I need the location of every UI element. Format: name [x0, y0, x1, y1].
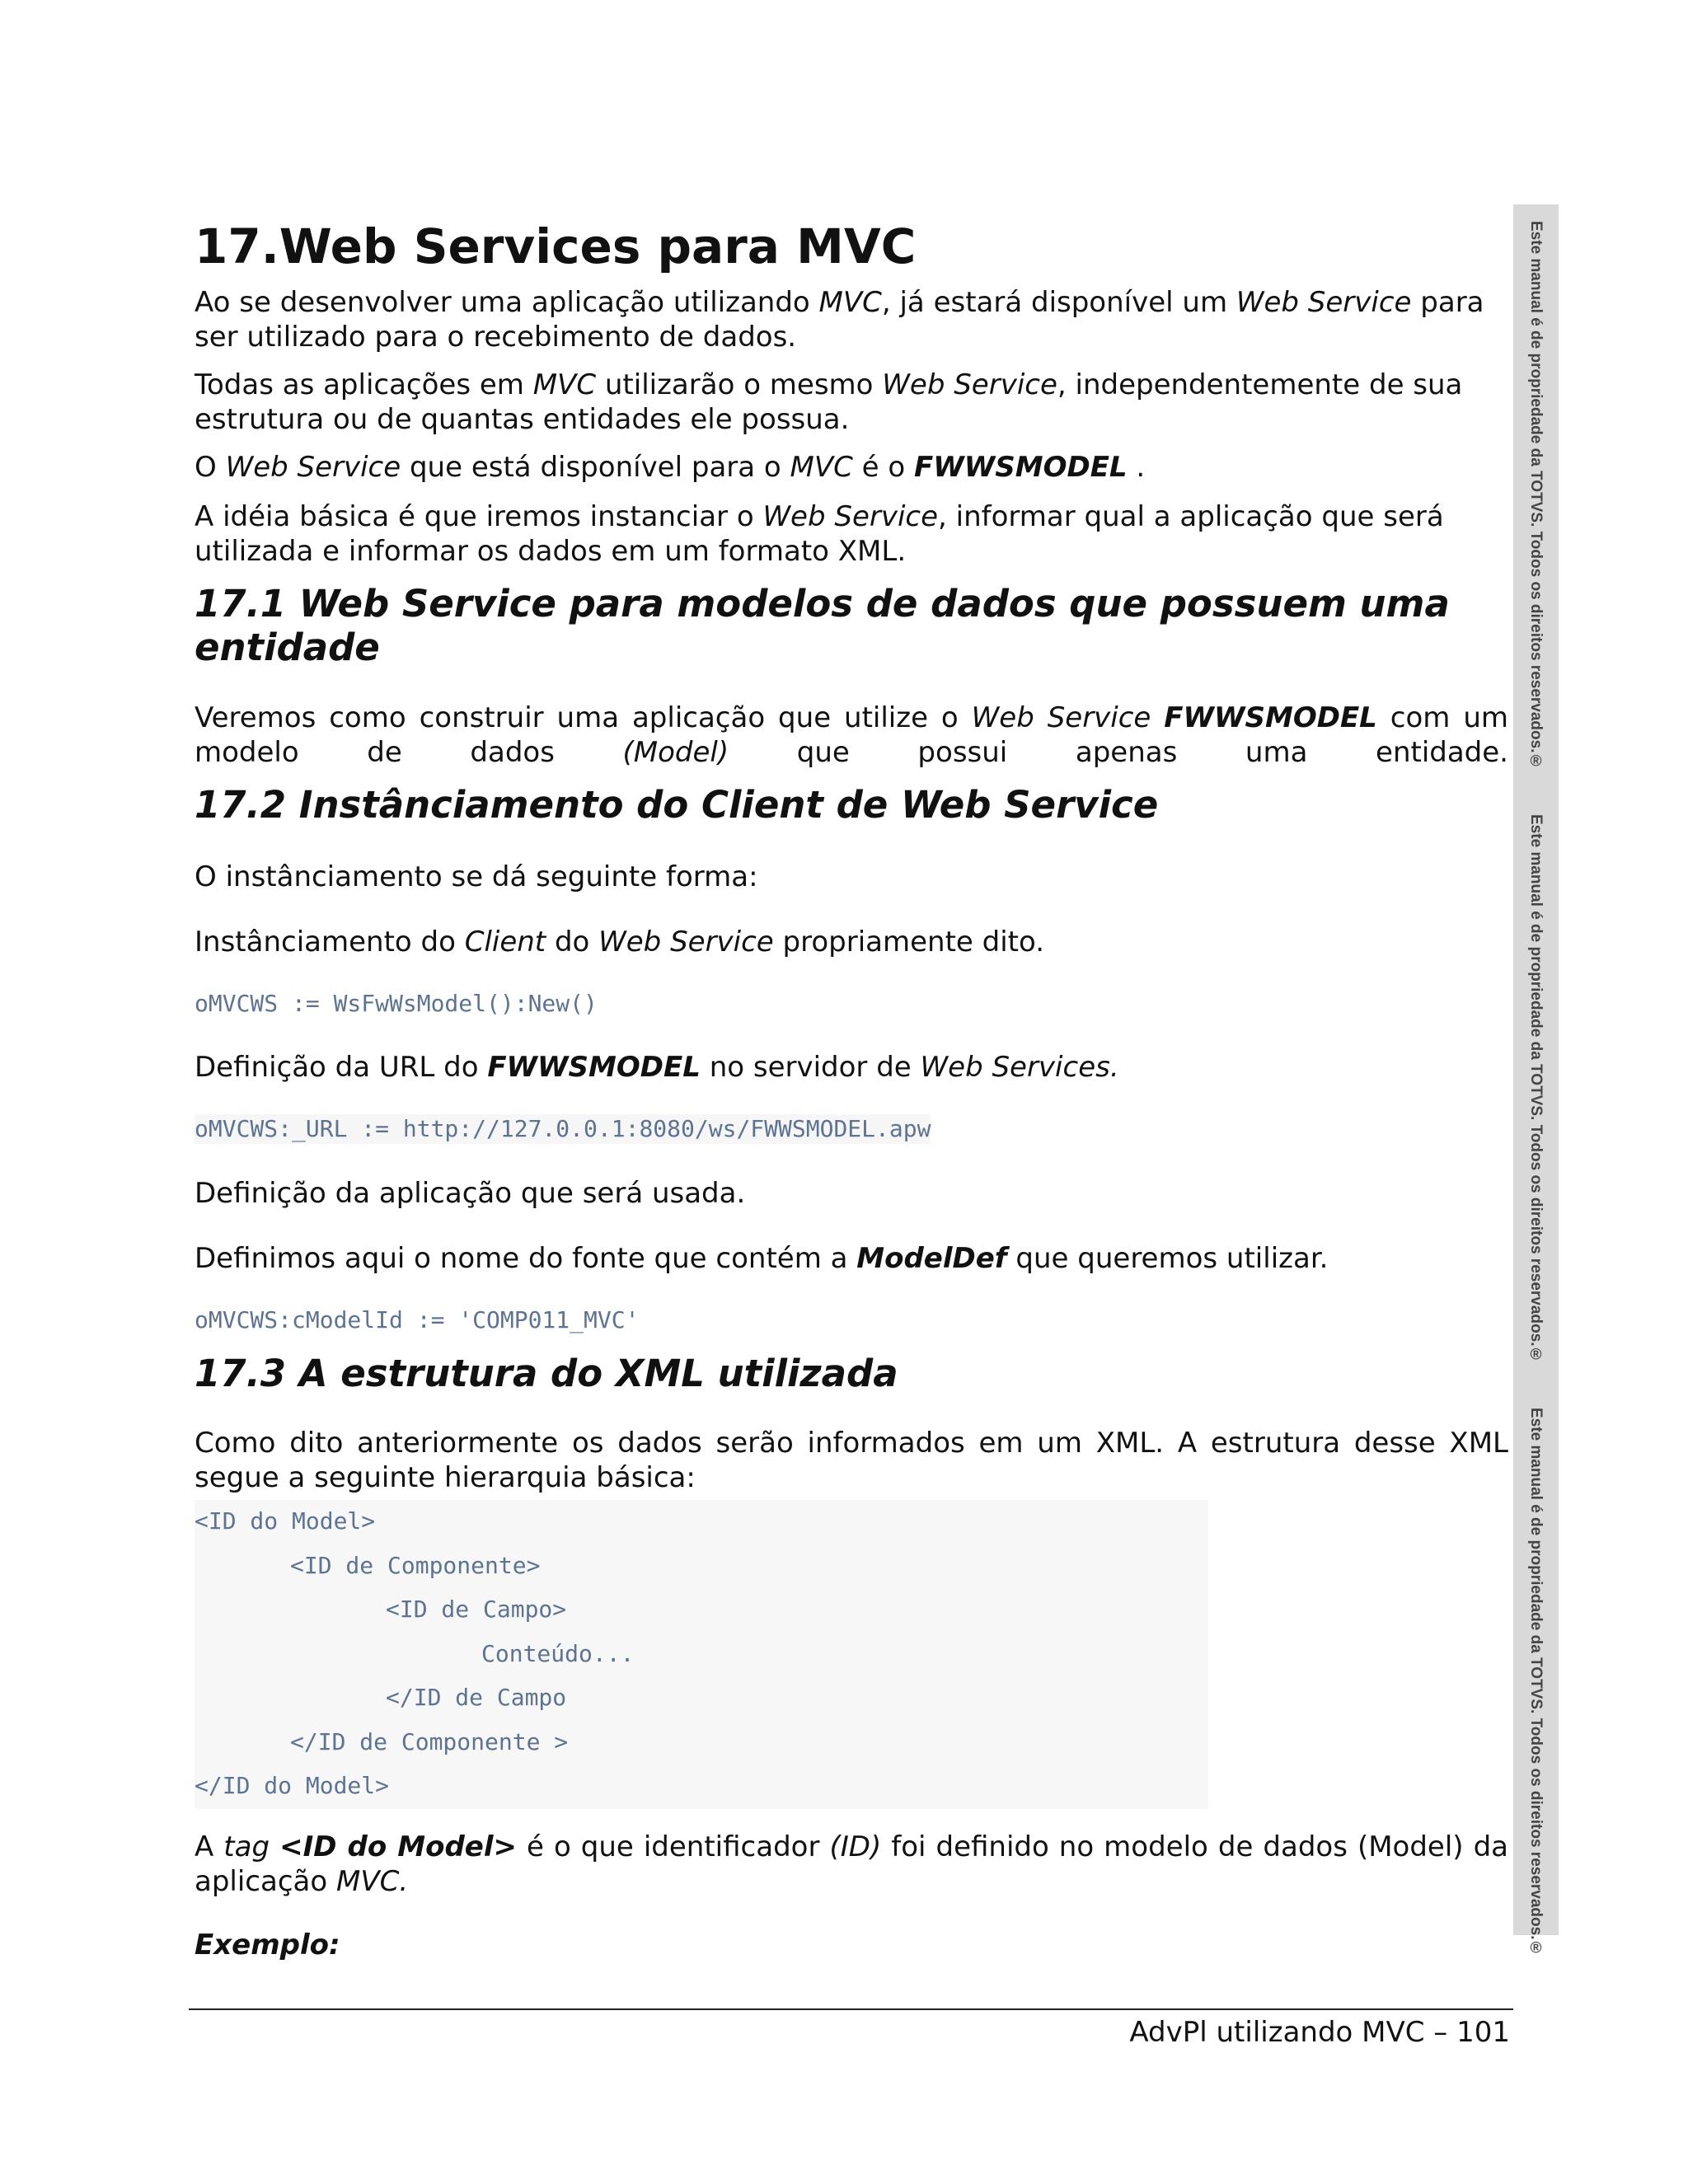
modeldef-text: Definimos aqui o nome do fonte que contém a ModelDef que queremos utilizar. — [195, 1242, 1329, 1275]
intro-paragraph-1: Ao se desenvolver uma aplicação utilizando MVC, já estará disponível um Web Service para ser utilizado para o recebimento de dados. — [195, 286, 1484, 354]
xml-line-field-open: <ID de Campo> — [386, 1596, 567, 1623]
section-17-2-title: 17.2 Instânciamento do Client de Web Service — [195, 783, 1159, 827]
xml-line-component-open: <ID de Componente> — [290, 1552, 541, 1579]
code-model-id: oMVCWS:cModelId := 'COMP011_MVC' — [195, 1306, 640, 1333]
section-17-1-title: 17.1 Web Service para modelos de dados que possuem uma entidade — [195, 582, 1450, 669]
copyright-notice: Este manual é de propriedade da TOTVS. Todos os direitos reservados.® — [1527, 221, 1545, 771]
xml-line-component-close: </ID de Componente > — [290, 1728, 569, 1755]
url-definition-text: Definição da URL do FWWSMODEL no servidor de Web Services. — [195, 1051, 1119, 1084]
page-title: 17.Web Services para MVC — [195, 218, 917, 274]
app-definition-text: Definição da aplicação que será usada. — [195, 1177, 746, 1210]
section-17-3-title: 17.3 A estrutura do XML utilizada — [195, 1352, 898, 1395]
code-url: oMVCWS:_URL := http://127.0.0.1:8080/ws/FWWSMODEL.apw — [195, 1115, 931, 1142]
section-17-1-paragraph: Veremos como construir uma aplicação que utilize o Web Service FWWSMODEL com um modelo de dados (Model) que possui apenas uma entidade. — [195, 701, 1508, 769]
page-footer: AdvPl utilizando MVC – 101 — [1129, 2016, 1510, 2049]
xml-line-model-close: </ID do Model> — [195, 1772, 390, 1799]
intro-paragraph-3: O Web Service que está disponível para o MVC é o FWWSMODEL . — [195, 451, 1146, 484]
intro-paragraph-2: Todas as aplicações em MVC utilizarão o mesmo Web Service, independentemente de sua estrutura ou de quantas entidades ele possua. — [195, 368, 1463, 436]
xml-line-model-open: <ID do Model> — [195, 1507, 376, 1535]
intro-paragraph-4: A idéia básica é que iremos instanciar o Web Service, informar qual a aplicação que será utilizada e informar os dados em um formato XML. — [195, 500, 1444, 568]
tag-explanation-paragraph: A tag <ID do Model> é o que identificador (ID) foi definido no modelo de dados (Model) da aplicação MVC. — [195, 1830, 1508, 1898]
copyright-notice: Este manual é de propriedade da TOTVS. Todos os direitos reservados.® — [1527, 814, 1545, 1364]
client-instance-text: Instânciamento do Client do Web Service propriamente dito. — [195, 926, 1045, 958]
copyright-notice: Este manual é de propriedade da TOTVS. Todos os direitos reservados.® — [1527, 1408, 1545, 1957]
section-17-3-paragraph: Como dito anteriormente os dados serão informados em um XML. A estrutura desse XML segue a seguinte hierarquia básica: — [195, 1427, 1508, 1494]
copyright-sidebar — [1513, 204, 1559, 1957]
xml-line-content: Conteúdo... — [481, 1640, 635, 1667]
code-new-instance: oMVCWS := WsFwWsModel():New() — [195, 990, 598, 1017]
xml-structure-block — [195, 1500, 1208, 1809]
example-label: Exemplo: — [195, 1929, 340, 1961]
footer-divider — [189, 2008, 1513, 2010]
section-17-2-intro: O instânciamento se dá seguinte forma: — [195, 860, 758, 893]
xml-line-field-close: </ID de Campo — [386, 1684, 567, 1711]
